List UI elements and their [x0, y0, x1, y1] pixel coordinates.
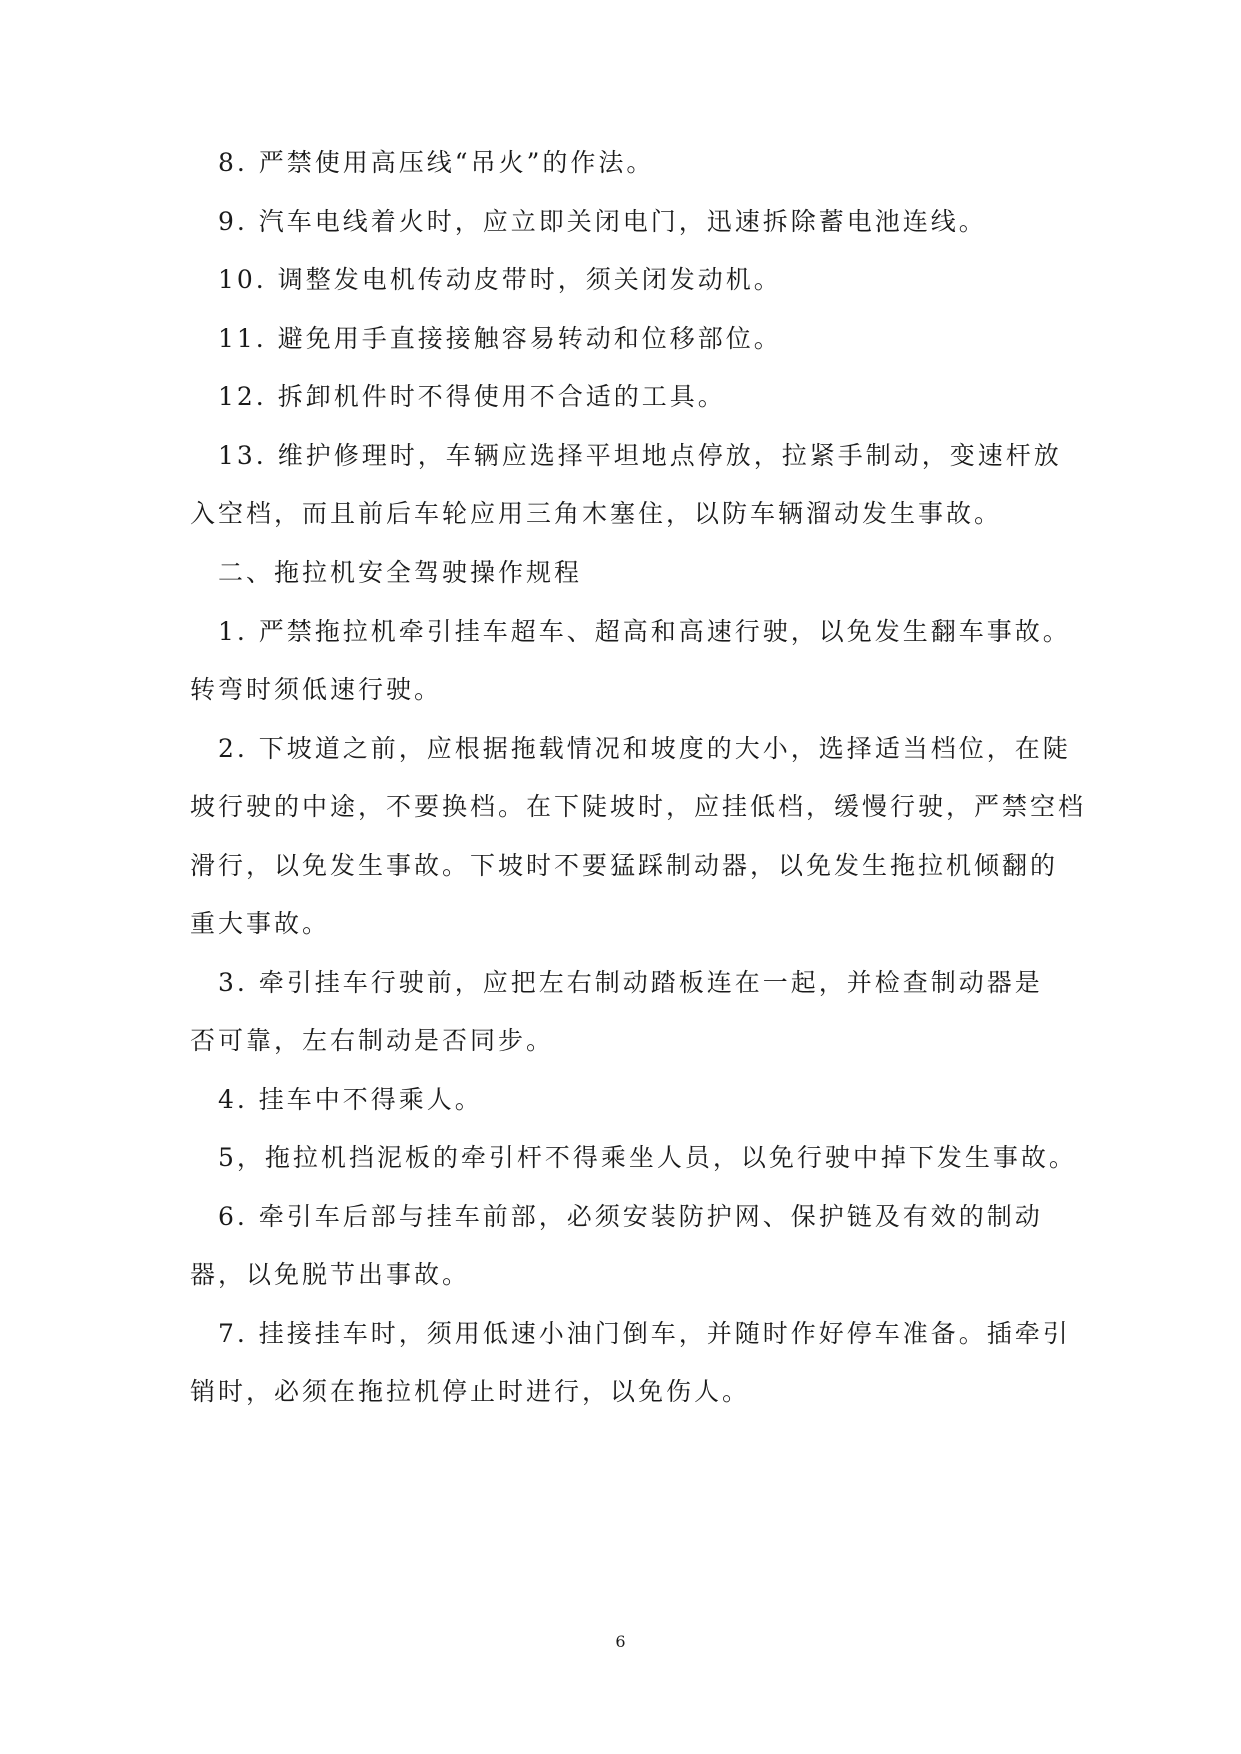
text-line: 否可靠，左右制动是否同步。	[190, 1026, 555, 1055]
text-line: 4. 挂车中不得乘人。	[218, 1085, 483, 1114]
text-line: 9. 汽车电线着火时，应立即关闭电门，迅速拆除蓄电池连线。	[218, 207, 987, 236]
text-line: 滑行，以免发生事故。下坡时不要猛踩制动器，以免发生拖拉机倾翻的	[190, 851, 1059, 880]
page-number: 6	[615, 1632, 626, 1651]
text-line: 3. 牵引挂车行驶前，应把左右制动踏板连在一起，并检查制动器是	[218, 968, 1043, 997]
text-line: 转弯时须低速行驶。	[190, 675, 443, 704]
section-heading: 二、拖拉机安全驾驶操作规程	[218, 558, 583, 587]
text-line: 8. 严禁使用高压线“吊火”的作法。	[218, 148, 655, 177]
text-line: 10. 调整发电机传动皮带时，须关闭发动机。	[218, 265, 782, 294]
text-line: 重大事故。	[190, 909, 331, 938]
text-line: 5，拖拉机挡泥板的牵引杆不得乘坐人员，以免行驶中掉下发生事故。	[218, 1143, 1077, 1172]
text-line: 7. 挂接挂车时，须用低速小油门倒车，并随时作好停车准备。插牵引	[218, 1319, 1071, 1348]
text-line: 入空档，而且前后车轮应用三角木塞住，以防车辆溜动发生事故。	[190, 499, 1003, 528]
text-line: 器，以免脱节出事故。	[190, 1260, 471, 1289]
text-line: 2. 下坡道之前，应根据拖载情况和坡度的大小，选择适当档位，在陡	[218, 734, 1071, 763]
text-line: 销时，必须在拖拉机停止时进行，以免伤人。	[190, 1377, 751, 1406]
text-line: 6. 牵引车后部与挂车前部，必须安装防护网、保护链及有效的制动	[218, 1202, 1043, 1231]
text-line: 11. 避免用手直接接触容易转动和位移部位。	[218, 324, 782, 353]
text-line: 坡行驶的中途，不要换档。在下陡坡时，应挂低档，缓慢行驶，严禁空档	[190, 792, 1087, 821]
text-line: 13. 维护修理时，车辆应选择平坦地点停放，拉紧手制动，变速杆放	[218, 441, 1062, 470]
text-line: 1. 严禁拖拉机牵引挂车超车、超高和高速行驶，以免发生翻车事故。	[218, 617, 1071, 646]
text-line: 12. 拆卸机件时不得使用不合适的工具。	[218, 382, 726, 411]
